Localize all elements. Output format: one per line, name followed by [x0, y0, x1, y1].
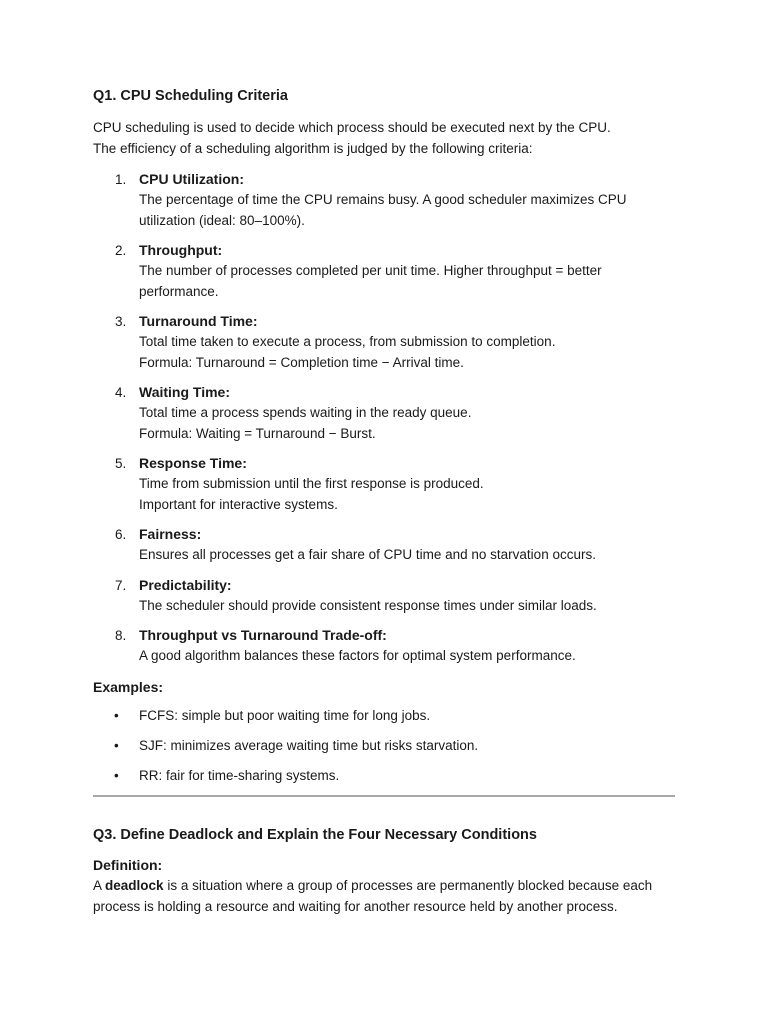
section-divider [93, 795, 675, 797]
item-number: 8. [115, 628, 127, 643]
item-description: A good algorithm balances these factors for optimal system performance. [139, 648, 576, 663]
definition-line: process is holding a resource and waiting for another resource held by another process. [93, 899, 618, 914]
criteria-item [93, 240, 683, 302]
bullet-icon: • [114, 707, 119, 723]
item-description: Formula: Waiting = Turnaround − Burst. [139, 425, 376, 441]
definition-line: is a situation where a group of processes are permanently blocked because each [167, 878, 653, 893]
example-text: RR: fair for time-sharing systems. [139, 767, 340, 783]
item-description: Important for interactive systems. [139, 496, 338, 512]
item-number: 5. [115, 456, 127, 471]
criteria-list [93, 169, 683, 667]
item-description: utilization (ideal: 80–100%). [139, 212, 305, 228]
item-description: The number of processes completed per unit time. Higher throughput = better [139, 263, 602, 278]
definition-prefix: A [93, 878, 102, 893]
item-number: 7. [115, 577, 127, 593]
q3-section [93, 825, 683, 917]
criteria-item [93, 382, 683, 444]
example-text: FCFS: simple but poor waiting time for long jobs. [139, 707, 431, 723]
example-item [93, 766, 683, 786]
definition-text [93, 875, 683, 896]
item-title: Response Time: [139, 455, 247, 471]
criteria-item [93, 524, 683, 566]
item-description: Ensures all processes get a fair share of CPU time and no starvation occurs. [139, 547, 596, 562]
item-number: 6. [115, 527, 127, 542]
item-description: Total time taken to execute a process, from submission to completion. [139, 334, 556, 349]
item-description: performance. [139, 283, 219, 299]
definition-heading: Definition: [93, 857, 163, 873]
item-description: Total time a process spends waiting in the ready queue. [139, 405, 472, 420]
item-title: Predictability: [139, 576, 232, 593]
item-number: 1. [115, 172, 127, 187]
bullet-icon: • [114, 767, 119, 783]
criteria-item [93, 575, 683, 617]
item-title: Throughput vs Turnaround Trade-off: [139, 627, 387, 643]
item-title: Waiting Time: [139, 384, 230, 400]
item-description: The scheduler should provide consistent response times under similar loads. [139, 597, 597, 613]
item-title: Turnaround Time: [139, 313, 258, 329]
definition-term: deadlock [105, 878, 164, 893]
examples-heading: Examples: [93, 678, 164, 695]
q3-title: Q3. Define Deadlock and Explain the Four Necessary Conditions [93, 827, 537, 843]
example-item [93, 706, 683, 726]
criteria-item [93, 311, 683, 373]
item-title: Fairness: [139, 526, 202, 542]
item-description: Formula: Turnaround = Completion time − Arrival time. [139, 354, 464, 370]
bullet-icon: • [114, 737, 119, 753]
examples-list [93, 706, 683, 786]
item-number: 2. [115, 243, 127, 258]
item-title: Throughput: [139, 242, 223, 258]
item-number: 4. [115, 385, 127, 400]
criteria-item [93, 453, 683, 515]
criteria-item [93, 625, 683, 667]
item-number: 3. [115, 314, 127, 329]
intro-line: CPU scheduling is used to decide which process should be executed next by the CPU. [93, 120, 611, 135]
item-description: Time from submission until the first response is produced. [139, 476, 484, 491]
intro-line: The efficiency of a scheduling algorithm is judged by the following criteria: [93, 140, 533, 156]
example-text: SJF: minimizes average waiting time but risks starvation. [139, 737, 479, 753]
q1-section [93, 86, 683, 796]
item-description: The percentage of time the CPU remains busy. A good scheduler maximizes CPU [139, 192, 627, 207]
q1-intro [93, 118, 683, 159]
criteria-item [93, 169, 683, 231]
item-title: CPU Utilization: [139, 171, 244, 187]
q1-title: Q1. CPU Scheduling Criteria [93, 88, 288, 104]
example-item [93, 736, 683, 756]
